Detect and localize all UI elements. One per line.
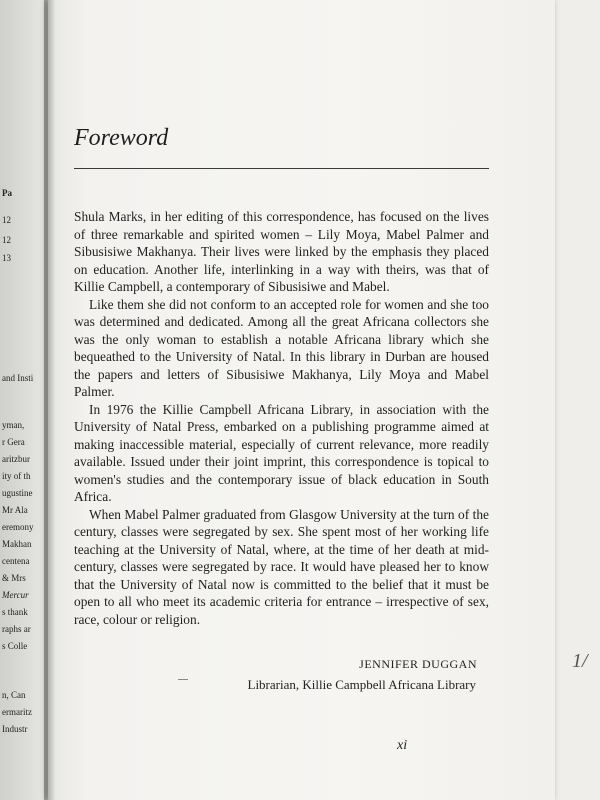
previous-page-edge <box>0 0 50 800</box>
previous-page-fragment: yman, <box>2 420 25 430</box>
previous-page-fragment: aritzbur <box>2 454 30 464</box>
previous-page-fragment: centena <box>2 556 30 566</box>
previous-page-fragment: Pa <box>2 188 12 198</box>
previous-page-fragment: r Gera <box>2 437 25 447</box>
previous-page-fragment: Makhan <box>2 539 32 549</box>
paragraph: Like them she did not conform to an accepted role for women and she too was determined and dedicated. Among all the great Africana collectors she was the only woman to establish a notable Africana library which she bequeathed to the University of Natal. In this library in Durban are housed the papers and letters of Sibusisiwe Makhanya, Lily Moya and Mabel Palmer. <box>74 296 489 399</box>
background-surface <box>555 0 600 800</box>
previous-page-fragment: Mr Ala <box>2 505 28 515</box>
previous-page-fragment: raphs ar <box>2 624 31 634</box>
signature-name: JENNIFER DUGGAN <box>359 657 477 671</box>
previous-page-fragment: ity of th <box>2 471 31 481</box>
pencil-mark: 1/ <box>572 650 588 672</box>
paragraph: When Mabel Palmer graduated from Glasgow University at the turn of the century, classes were segregated by sex. She spent most of her working life teaching at the University of Natal, where, at the time of her death at mid-century, classes were segregated by race. It would have pleased her to know that the University of Natal now is committed to the belief that it must be open to all who meet its academic criteria for entrance – irrespective of sex, race, colour or religion. <box>74 506 489 627</box>
previous-page-fragment: s Colle <box>2 641 28 651</box>
previous-page-fragment: Industr <box>2 724 28 734</box>
page-number: xi <box>397 738 408 753</box>
previous-page-fragment: & Mrs <box>2 573 26 583</box>
paragraph: In 1976 the Killie Campbell Africana Library, in association with the University of Natal Press, embarked on a publishing programme aimed at making inaccessible material, especially of current relevance, more readily available. Issued under their joint imprint, this correspondence is topical to women's studies and the contemporary issue of black education in South Africa. <box>74 401 489 504</box>
heading-rule <box>74 168 489 169</box>
foreword-body <box>74 208 489 628</box>
previous-page-fragment: 13 <box>2 253 11 263</box>
page-gutter-shadow <box>44 0 56 800</box>
page-heading: Foreword <box>74 125 169 151</box>
previous-page-fragment: 12 <box>2 215 11 225</box>
previous-page-fragment: 12 <box>2 235 11 245</box>
previous-page-fragment: eremony <box>2 522 34 532</box>
previous-page-fragment: n, Can <box>2 690 26 700</box>
previous-page-fragment: and Insti <box>2 373 34 383</box>
paragraph: Shula Marks, in her editing of this correspondence, has focused on the lives of three remarkable and spirited women – Lily Moya, Mabel Palmer and Sibusisiwe Makhanya. Their lives were linked by the emphasis they placed on education. Another life, interlinking in a way with theirs, was that of Killie Campbell, a contemporary of Sibusisiwe and Mabel. <box>74 209 489 294</box>
signature-title: Librarian, Killie Campbell Africana Library <box>247 677 476 692</box>
previous-page-fragment: s thank <box>2 607 28 617</box>
previous-page-fragment: Mercur <box>2 590 29 600</box>
paper-speck <box>178 679 188 680</box>
previous-page-fragment: ermaritz <box>2 707 32 717</box>
previous-page-fragment: ugustine <box>2 488 33 498</box>
